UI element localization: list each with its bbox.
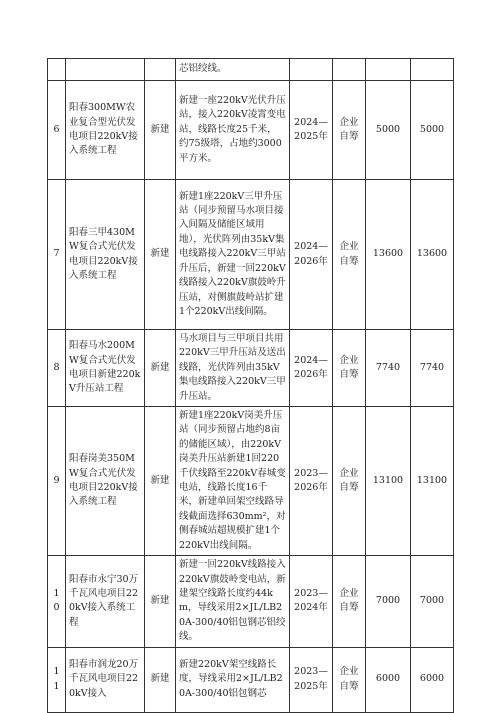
construction-type-cell: 新建 (145, 81, 176, 180)
construction-content-cell: 新建1座220kV岗美升压站（同步预留占地约8亩的储能区域），由220kV岗美升压站新建1回220千伏线路至220kV春城变电站，线路长度16千米，新建单回架空线路导线截面选择630mm²，对侧春城站超规模扩建1个220kV出线间隔。 (176, 407, 290, 556)
total-investment-cell: 13100 (366, 407, 411, 556)
funding-source-cell: 企业自筹 (333, 180, 366, 330)
total-investment-cell: 13600 (366, 180, 411, 330)
construction-type-cell (145, 59, 176, 81)
planned-investment-cell: 7740 (411, 330, 454, 407)
construction-period-cell: 2024—2026年 (290, 330, 333, 407)
construction-period-cell: 2023—2026年 (290, 407, 333, 556)
total-investment-cell: 6000 (366, 647, 411, 712)
construction-content-cell: 新建220kV架空线路长度，导线采用2×JL/LB20A-300/40铝包钢芯 (176, 647, 290, 712)
planned-investment-cell (411, 59, 454, 81)
project-name-cell (66, 59, 145, 81)
project-name-cell: 阳春300MW农业复合型光伏发电项目220kV接入系统工程 (66, 81, 145, 180)
table-row (48, 59, 454, 81)
planned-investment-cell: 5000 (411, 81, 454, 180)
row-number-cell: 11 (48, 647, 66, 712)
table-row (48, 556, 454, 647)
table-row (48, 647, 454, 712)
table-row (48, 330, 454, 407)
project-name-cell: 阳春三甲430MW复合式光伏发电项目220kV接入系统工程 (66, 180, 145, 330)
construction-content-cell: 新建1座220kV三甲升压站（同步预留马水项目接入间隔及储能区域用地），光伏阵列由35kV集电线路接入220kV三甲站升压后，新建一回220kV线路接入220kV旗鼓岭升压站，对侧旗鼓岭站扩建1个220kV出线间隔。 (176, 180, 290, 330)
total-investment-cell (366, 59, 411, 81)
funding-source-cell: 企业自筹 (333, 647, 366, 712)
construction-period-cell: 2023—2024年 (290, 556, 333, 647)
funding-source-cell (333, 59, 366, 81)
construction-type-cell: 新建 (145, 647, 176, 712)
construction-content-cell: 新建一座220kV光伏升压站，接入220kV凌霄变电站，线路长度25千米，约75级塔，占地约3000平方米。 (176, 81, 290, 180)
project-table (47, 58, 454, 713)
construction-type-cell: 新建 (145, 556, 176, 647)
planned-investment-cell: 7000 (411, 556, 454, 647)
construction-period-cell: 2023—2025年 (290, 647, 333, 712)
funding-source-cell: 企业自筹 (333, 556, 366, 647)
total-investment-cell: 7740 (366, 330, 411, 407)
construction-period-cell: 2024—2026年 (290, 180, 333, 330)
construction-type-cell: 新建 (145, 407, 176, 556)
table-row (48, 81, 454, 180)
construction-period-cell (290, 59, 333, 81)
construction-content-cell: 芯铝绞线。 (176, 59, 290, 81)
project-name-cell: 阳春马水200MW复合式光伏发电项目新建220kV升压站工程 (66, 330, 145, 407)
row-number-cell (48, 59, 66, 81)
row-number-cell: 9 (48, 407, 66, 556)
row-number-cell: 7 (48, 180, 66, 330)
row-number-cell: 8 (48, 330, 66, 407)
funding-source-cell: 企业自筹 (333, 330, 366, 407)
table-row (48, 180, 454, 330)
construction-period-cell: 2024—2025年 (290, 81, 333, 180)
planned-investment-cell: 13600 (411, 180, 454, 330)
total-investment-cell: 7000 (366, 556, 411, 647)
planned-investment-cell: 6000 (411, 647, 454, 712)
construction-content-cell: 新建一回220kV线路接入220kV旗鼓岭变电站，新建架空线路长度约44km，导线采用2×JL/LB20A-300/40铝包钢芯铝绞线。 (176, 556, 290, 647)
project-name-cell: 阳春市永宁30万千瓦风电项目220kV接入系统工程 (66, 556, 145, 647)
funding-source-cell: 企业自筹 (333, 407, 366, 556)
construction-type-cell: 新建 (145, 180, 176, 330)
row-number-cell: 10 (48, 556, 66, 647)
construction-type-cell: 新建 (145, 330, 176, 407)
table-row (48, 407, 454, 556)
construction-content-cell: 马水项目与三甲项目共用220kV三甲升压站及送出线路，光伏阵列由35kV集电线路接入220kV三甲升压站。 (176, 330, 290, 407)
planned-investment-cell: 13100 (411, 407, 454, 556)
funding-source-cell: 企业自筹 (333, 81, 366, 180)
project-name-cell: 阳春岗美350MW复合式光伏发电项目220kV接入系统工程 (66, 407, 145, 556)
row-number-cell: 6 (48, 81, 66, 180)
project-name-cell: 阳春市润龙20万千瓦风电项目220kV接入 (66, 647, 145, 712)
total-investment-cell: 5000 (366, 81, 411, 180)
